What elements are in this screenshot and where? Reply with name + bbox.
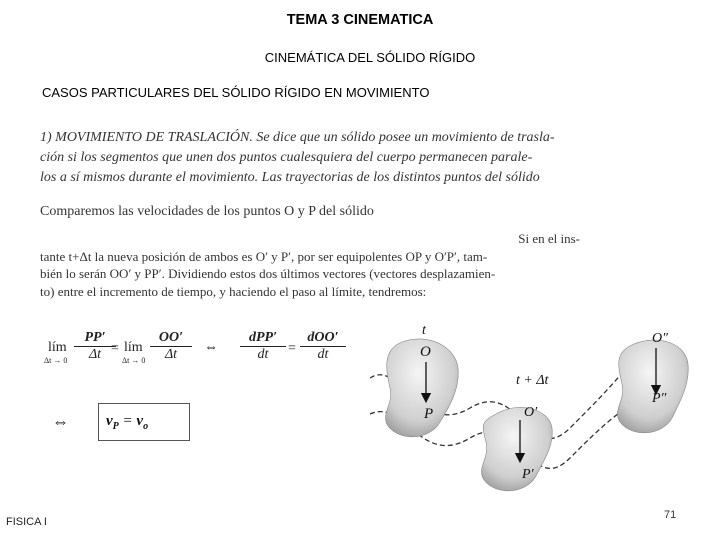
- paragraph-line: ción si los segmentos que unen dos puntos cualesquiera del cuerpo permanecen parale-: [40, 150, 533, 165]
- label-o-prime: O′: [524, 405, 538, 420]
- label-t-plus-dt: t + Δt: [516, 373, 549, 388]
- translation-definition-paragraph: [40, 128, 620, 188]
- limit-subscript: Δt → 0: [44, 356, 68, 365]
- equivalence-arrow: ⇔: [204, 340, 218, 355]
- fraction-numerator: dPP′: [240, 330, 286, 347]
- paragraph-line: Si en el ins-: [518, 231, 580, 246]
- translation-figure: [360, 318, 720, 508]
- label-p-second: P″: [652, 391, 667, 406]
- velocity-equality: [106, 413, 148, 432]
- solid-body-t-dt: [481, 407, 552, 490]
- fraction-denominator: Δt: [164, 347, 178, 362]
- fraction-numerator: OO′: [150, 330, 192, 347]
- limit-operator: lím: [124, 340, 143, 355]
- paragraph-line: 1) MOVIMIENTO DE TRASLACIÓN. Se dice que un sólido posee un movimiento de trasla-: [40, 130, 555, 145]
- paragraph-line: tante t+Δt la nueva posición de ambos es O′ y P′, por ser equipolentes OP y O′P′, tam-: [40, 248, 488, 264]
- limit-operator: lím: [48, 340, 67, 355]
- section-heading: CASOS PARTICULARES DEL SÓLIDO RÍGIDO EN MOVIMIENTO: [42, 85, 430, 100]
- label-o: O: [420, 344, 431, 360]
- label-p: P: [424, 406, 434, 422]
- paragraph-line: to) entre el incremento de tiempo, y haciendo el paso al límite, tendremos:: [40, 283, 427, 299]
- label-t: t: [422, 323, 426, 338]
- fraction-oo-dt: [150, 330, 192, 363]
- velocity-symbol: v: [106, 413, 113, 429]
- velocity-subscript-p: P: [112, 421, 119, 432]
- fraction-numerator: dOO′: [300, 330, 346, 347]
- footer-course-label: FISICA I: [6, 516, 47, 528]
- paragraph-line: bién lo serán OO′ y PP′. Dividiendo estos dos últimos vectores (vectores desplazamien-: [40, 266, 496, 281]
- fraction-dpp-dt: [240, 330, 286, 363]
- velocity-symbol: v: [136, 413, 144, 429]
- label-o-second: O″: [652, 331, 668, 346]
- page-number: 71: [664, 509, 677, 521]
- fraction-numerator: PP′: [74, 330, 116, 347]
- fraction-pp-dt: [74, 330, 116, 363]
- slide-title: TEMA 3 CINEMATICA: [286, 12, 434, 28]
- equals-sign: =: [118, 413, 137, 429]
- velocity-subscript-o: o: [143, 421, 149, 432]
- limit-subscript: Δt → 0: [122, 356, 146, 365]
- comparison-sentence: Comparemos las velocidades de los puntos O y P del sólido: [40, 204, 374, 219]
- derivation-paragraph: [40, 230, 580, 300]
- equals-sign: =: [111, 341, 119, 356]
- equivalence-arrow: ⇔: [52, 412, 69, 431]
- fraction-denominator: Δt: [88, 347, 102, 362]
- solid-body-later: [617, 340, 688, 433]
- fraction-denominator: dt: [257, 347, 269, 362]
- fraction-denominator: dt: [317, 347, 329, 362]
- label-p-prime: P′: [522, 467, 534, 482]
- paragraph-line: los a sí mismos durante el movimiento. Las trayectorias de los distintos puntos del sólido: [40, 170, 540, 185]
- equals-sign: =: [288, 341, 296, 356]
- fraction-doo-dt: [300, 330, 346, 363]
- slide-subtitle: CINEMÁTICA DEL SÓLIDO RÍGIDO: [264, 50, 476, 65]
